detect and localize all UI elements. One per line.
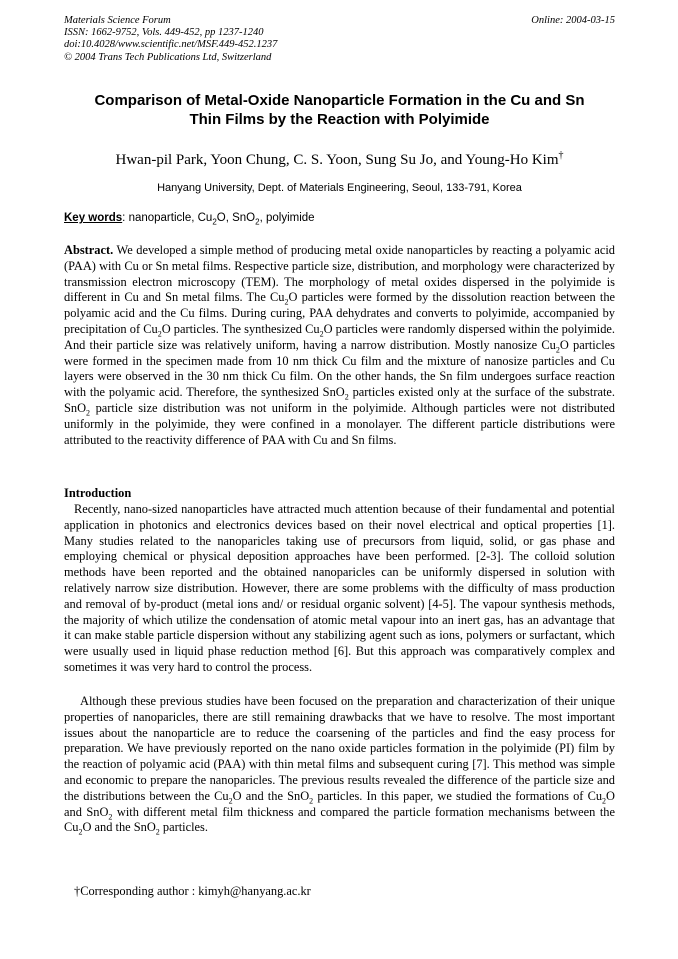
keywords-text: nanoparticle, Cu bbox=[128, 212, 213, 224]
keywords-text: O, SnO bbox=[216, 212, 256, 224]
subscript: 2 bbox=[555, 345, 560, 355]
intro-text: particles. In this paper, we studied the formations of Cu bbox=[313, 788, 603, 803]
subscript: 2 bbox=[255, 217, 260, 227]
copyright-line: © 2004 Trans Tech Publications Ltd, Switzerland bbox=[64, 51, 272, 63]
online-date: Online: 2004-03-15 bbox=[531, 15, 615, 26]
title-line-1: Comparison of Metal-Oxide Nanoparticle Formation in the Cu and Sn bbox=[94, 92, 585, 109]
keywords-text: , polyimide bbox=[259, 212, 315, 224]
paper-title bbox=[64, 91, 615, 129]
subscript: 2 bbox=[309, 796, 314, 806]
journal-name: Materials Science Forum bbox=[64, 15, 171, 26]
issn-line: ISSN: 1662-9752, Vols. 449-452, pp 1237-1240 bbox=[64, 27, 264, 39]
intro-paragraph-1: Recently, nano-sized nanoparticles have attracted much attention because of their fundamental and potential application in photonics and electronics devices based on their novel electrical and optical properties [1]. Many studies related to the nanoparicles taking use of precursors from liquid, solid, or gas phase and employing chemical or physical deposition approaches have been performed. [2-3]. The colloid solution methods have been reported and the obtained nanoparicles can be uniformly dispersed in solution with relatively narrow size distribution. However, there are some problems with the difficulty of mass production and removal of by-product (metal ions and/ or residual organic solvent) [4-5]. The vapour synthesis methods, the majority of which utilize the condensation of atomic metal vapour into an inert gas, has an advantage that it can make stable particle dispersion without any stabilizing agent such as ions, polymers or surfactant, which were usually used in liquid phase reduction method [6]. But this approach was comparatively complex and sometimes it was very hard to control the process. bbox=[64, 502, 615, 674]
abstract-text: particle size distribution was not uniform in the polyimide. Although particles were not distributed uniformly in the polyimide, they were confined in a monolayer. The different particle distributions were attributed to the reactivity difference of PAA with Cu and Sn films. bbox=[64, 400, 615, 447]
title-line-2: Thin Films by the Reaction with Polyimide bbox=[189, 111, 490, 128]
subscript: 2 bbox=[78, 827, 83, 837]
abstract-text: O particles were formed by the dissolution reaction between the polyamic acid and the Cu films. During curing, PAA dehydrates and converts to polyimide, accompanied by precipitation of Cu bbox=[64, 290, 616, 336]
subscript: 2 bbox=[228, 796, 233, 806]
abstract-text: particles existed only at the surface of the substrate. SnO bbox=[64, 385, 615, 415]
keywords bbox=[64, 212, 615, 227]
authors-text: Hwan-pil Park, Yoon Chung, C. S. Yoon, Sung Su Jo, and Young-Ho Kim bbox=[115, 152, 559, 168]
keywords-label: Key words bbox=[64, 212, 123, 224]
subscript: 2 bbox=[86, 408, 91, 418]
abstract-text: O particles. The synthesized Cu bbox=[161, 321, 320, 336]
abstract-text: We developed a simple method of producing metal oxide nanoparticles by reacting a polyamic acid (PAA) with Cu or Sn metal films. Respective particle size, distribution, and morphology were characterized by transmission electron microscopy (TEM). The morphology of metal oxides dispersed in the polyimide is different in Cu and Sn metal films. The Cu bbox=[64, 243, 615, 305]
abstract-text: O particles were formed in the specimen made from 10 nm thick Cu film and the mixture of nanosize particles and Cu layers were observed in the 30 nm thick Cu film. On the other hands, the Sn film undergoes surface reaction with the polyamic acid. Therefore, the synthesized SnO bbox=[64, 337, 615, 400]
subscript: 2 bbox=[108, 812, 113, 822]
subscript: 2 bbox=[602, 796, 607, 806]
author-list bbox=[64, 147, 615, 169]
subscript: 2 bbox=[155, 827, 160, 837]
abstract-label: Abstract. bbox=[64, 243, 114, 257]
subscript: 2 bbox=[212, 217, 217, 227]
subscript: 2 bbox=[344, 392, 349, 402]
journal-header bbox=[64, 15, 615, 64]
intro-paragraph-2 bbox=[64, 694, 615, 836]
intro-text: O and the SnO bbox=[232, 788, 310, 803]
subscript: 2 bbox=[284, 297, 289, 307]
intro-text: Although these previous studies have been focused on the preparation and characterization of their unique properties of nanoparicles, there are still remaining drawbacks that we have to resolve. The most important issues about the nanoparticle are to reduce the coarsening of the particles and find the easy process for preparation. We have previously reported on the nano oxide particles formation in the polyimide (PI) film by the reaction of polyamic acid (PAA) with thin metal films and subsequent curing [7]. This method was simple and economic to prepare the nanoparicles. The previous results revealed the difference of the particle size and the distributions between the Cu bbox=[64, 694, 615, 803]
intro-text: particles. bbox=[159, 820, 208, 835]
subscript: 2 bbox=[157, 329, 162, 339]
intro-text: with different metal film thickness and compared the particle formation mechanisms between the Cu bbox=[64, 804, 615, 835]
abstract-text: O particles were randomly dispersed within the polyimide. And their particle size was relatively uniform, having a narrow distribution. Mostly nanosize Cu bbox=[64, 321, 615, 352]
intro-text: O and the SnO bbox=[82, 820, 156, 835]
author-dagger: † bbox=[558, 150, 564, 161]
section-heading-introduction: Introduction bbox=[64, 486, 132, 500]
abstract bbox=[64, 243, 615, 448]
doi-line: doi:10.4028/www.scientific.net/MSF.449-452.1237 bbox=[64, 39, 278, 51]
affiliation: Hanyang University, Dept. of Materials Engineering, Seoul, 133-791, Korea bbox=[157, 182, 522, 194]
corresponding-author-footnote: †Corresponding author : kimyh@hanyang.ac.kr bbox=[74, 884, 311, 898]
keywords-sep: : bbox=[122, 212, 129, 224]
subscript: 2 bbox=[319, 329, 324, 339]
intro-text: O and SnO bbox=[64, 788, 615, 819]
